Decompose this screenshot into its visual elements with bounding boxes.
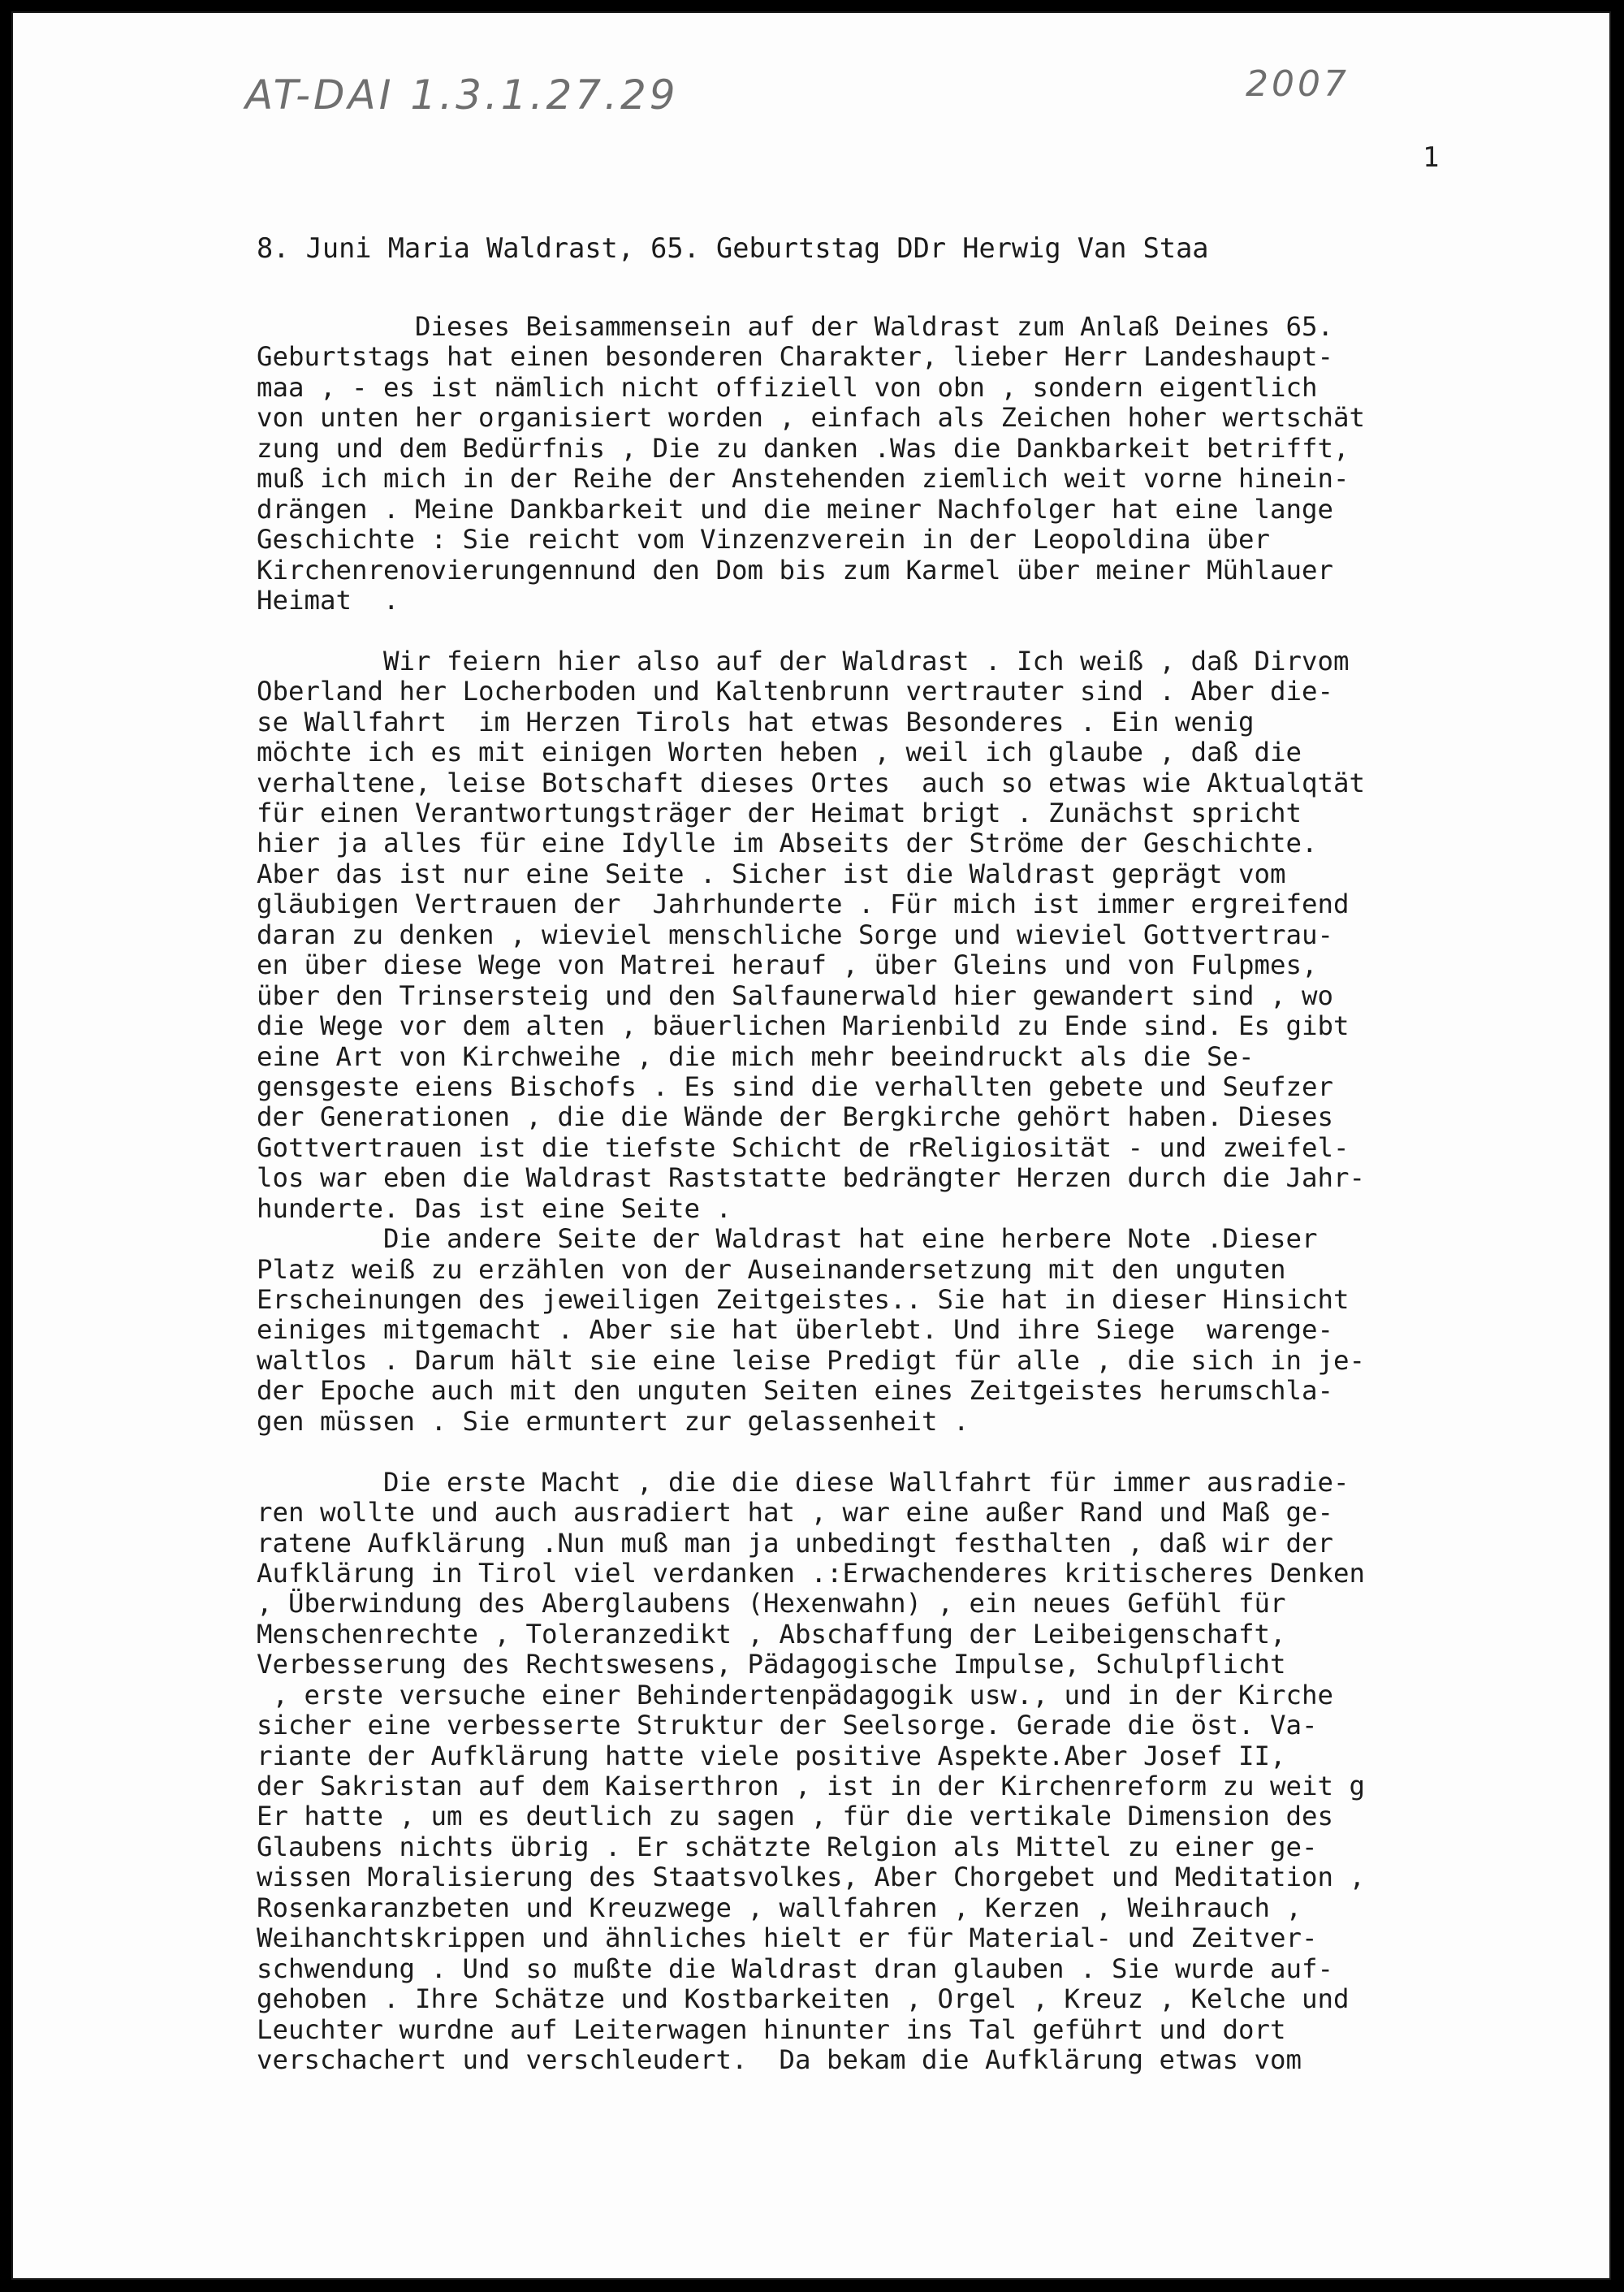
text-line: schwendung . Und so mußte die Waldrast dran glauben . Sie wurde auf- bbox=[257, 1953, 1334, 1984]
text-line: riante der Aufklärung hatte viele positive Aspekte.Aber Josef II, bbox=[257, 1740, 1286, 1771]
archive-signature-note: AT-DAI 1.3.1.27.29 bbox=[245, 71, 679, 119]
text-line: Leuchter wurdne auf Leiterwagen hinunter ins Tal geführt und dort bbox=[257, 2013, 1286, 2045]
page-number: 1 bbox=[1423, 141, 1440, 174]
text-line: für einen Verantwortungsträger der Heimat brigt . Zunächst spricht bbox=[257, 798, 1302, 828]
text-line: möchte ich es mit einigen Worten heben , weil ich glaube , daß die bbox=[257, 737, 1302, 768]
text-line: Geburtstags hat einen besonderen Charakter, lieber Herr Landeshaupt- bbox=[257, 341, 1334, 373]
text-line: se Wallfahrt im Herzen Tirols hat etwas Besonderes . Ein wenig bbox=[257, 706, 1255, 737]
text-line: en über diese Wege von Matrei herauf , über Gleins und von Fulpmes, bbox=[257, 949, 1318, 981]
text-line: gensgeste eiens Bischofs . Es sind die verhallten gebete und Seufzer bbox=[257, 1070, 1334, 1102]
text-line: Glaubens nichts übrig . Er schätzte Relgion als Mittel zu einer ge- bbox=[257, 1831, 1318, 1862]
text-line: los war eben die Waldrast Raststatte bedrängter Herzen durch die Jahr- bbox=[257, 1162, 1366, 1194]
text-line: maa , - es ist nämlich nicht offiziell von obn , sondern eigentlich bbox=[257, 371, 1318, 403]
text-line: gläubigen Vertrauen der Jahrhunderte . Für mich ist immer ergreifend bbox=[257, 889, 1350, 920]
text-line: gen müssen . Sie ermuntert zur gelassenheit . bbox=[257, 1405, 970, 1437]
text-line: Menschenrechte , Toleranzedikt , Abschaffung der Leibeigenschaft, bbox=[257, 1618, 1286, 1650]
text-line: Die andere Seite der Waldrast hat eine herbere Note .Dieser bbox=[257, 1223, 1318, 1255]
text-line: drängen . Meine Dankbarkeit und die meiner Nachfolger hat eine lange bbox=[257, 493, 1334, 525]
text-line: , Überwindung des Aberglaubens (Hexenwahn) , ein neues Gefühl für bbox=[257, 1588, 1286, 1620]
text-line: gehoben . Ihre Schätze und Kostbarkeiten , Orgel , Kreuz , Kelche und bbox=[257, 1983, 1350, 2015]
text-line: Platz weiß zu erzählen von der Auseinandersetzung mit den unguten bbox=[257, 1253, 1286, 1285]
text-line: verhaltene, leise Botschaft dieses Ortes auch so etwas wie Aktualqtät bbox=[257, 767, 1366, 798]
text-line: Dieses Beisammensein auf der Waldrast zum Anlaß Deines 65. bbox=[257, 311, 1334, 342]
document-body bbox=[257, 312, 1365, 2075]
text-line: Aufklärung in Tirol viel verdanken .:Erwachenderes kritischeres Denken bbox=[257, 1557, 1366, 1589]
text-line: Verbesserung des Rechtswesens, Pädagogische Impulse, Schulpflicht bbox=[257, 1649, 1286, 1680]
text-line: der Sakristan auf dem Kaiserthron , ist in der Kirchenreform zu weit g bbox=[257, 1771, 1366, 1801]
text-line: , erste versuche einer Behindertenpädagogik usw., und in der Kirche bbox=[257, 1679, 1334, 1710]
text-line: Wir feiern hier also auf der Waldrast . Ich weiß , daß Dirvom bbox=[257, 645, 1350, 677]
text-line: Gottvertrauen ist die tiefste Schicht de rReligiosität - und zweifel- bbox=[257, 1131, 1350, 1163]
text-line: Rosenkaranzbeten und Kreuzwege , wallfahren , Kerzen , Weihrauch , bbox=[257, 1892, 1302, 1923]
text-line: daran zu denken , wieviel menschliche Sorge und wieviel Gottvertrau- bbox=[257, 919, 1334, 950]
text-line: Er hatte , um es deutlich zu sagen , für die vertikale Dimension des bbox=[257, 1801, 1334, 1832]
text-line: hier ja alles für eine Idylle im Abseits der Ströme der Geschichte. bbox=[257, 828, 1318, 859]
text-line: Aber das ist nur eine Seite . Sicher ist die Waldrast geprägt vom bbox=[257, 858, 1286, 889]
text-line: waltlos . Darum hält sie eine leise Predigt für alle , die sich in je- bbox=[257, 1344, 1366, 1376]
text-line: über den Trinsersteig und den Salfaunerwald hier gewandert sind , wo bbox=[257, 980, 1334, 1011]
text-line: zung und dem Bedürfnis , Die zu danken .Was die Dankbarkeit betrifft, bbox=[257, 432, 1350, 464]
document-title: 8. Juni Maria Waldrast, 65. Geburtstag DDr Herwig Van Staa bbox=[257, 232, 1209, 264]
text-line: wissen Moralisierung des Staatsvolkes, Aber Chorgebet und Meditation , bbox=[257, 1862, 1366, 1893]
text-line: einiges mitgemacht . Aber sie hat überlebt. Und ihre Siege warenge- bbox=[257, 1314, 1334, 1346]
text-line: hunderte. Das ist eine Seite . bbox=[257, 1192, 732, 1224]
paragraph-gap bbox=[257, 616, 1365, 646]
paragraph-gap bbox=[257, 1437, 1365, 1467]
text-line: sicher eine verbesserte Struktur der Seelsorge. Gerade die öst. Va- bbox=[257, 1710, 1318, 1741]
text-line: Weihanchtskrippen und ähnliches hielt er für Material- und Zeitver- bbox=[257, 1922, 1318, 1954]
text-line: verschachert und verschleudert. Da bekam die Aufklärung etwas vom bbox=[257, 2043, 1302, 2075]
text-line: Heimat . bbox=[257, 584, 400, 616]
text-line: ratene Aufklärung .Nun muß man ja unbedingt festhalten , daß wir der bbox=[257, 1527, 1334, 1559]
text-line: die Wege vor dem alten , bäuerlichen Marienbild zu Ende sind. Es gibt bbox=[257, 1010, 1350, 1042]
text-line: muß ich mich in der Reihe der Anstehenden ziemlich weit vorne hinein- bbox=[257, 463, 1350, 495]
text-line: von unten her organisiert worden , einfach als Zeichen hoher wertschät bbox=[257, 402, 1366, 434]
text-line: Oberland her Locherboden und Kaltenbrunn vertrauter sind . Aber die- bbox=[257, 676, 1334, 707]
text-line: Kirchenrenovierungennund den Dom bis zum Karmel über meiner Mühlauer bbox=[257, 554, 1334, 586]
year-note: 2007 bbox=[1246, 63, 1350, 105]
text-line: Die erste Macht , die die diese Wallfahrt für immer ausradie- bbox=[257, 1466, 1350, 1498]
text-line: der Generationen , die die Wände der Bergkirche gehört haben. Dieses bbox=[257, 1101, 1334, 1133]
text-line: der Epoche auch mit den unguten Seiten eines Zeitgeistes herumschla- bbox=[257, 1375, 1334, 1407]
document-page bbox=[11, 11, 1611, 2280]
text-line: eine Art von Kirchweihe , die mich mehr beeindruckt als die Se- bbox=[257, 1040, 1255, 1072]
text-line: ren wollte und auch ausradiert hat , war eine außer Rand und Maß ge- bbox=[257, 1497, 1334, 1529]
text-line: Geschichte : Sie reicht vom Vinzenzverein in der Leopoldina über bbox=[257, 524, 1271, 556]
text-line: Erscheinungen des jeweiligen Zeitgeistes.. Sie hat in dieser Hinsicht bbox=[257, 1284, 1350, 1315]
